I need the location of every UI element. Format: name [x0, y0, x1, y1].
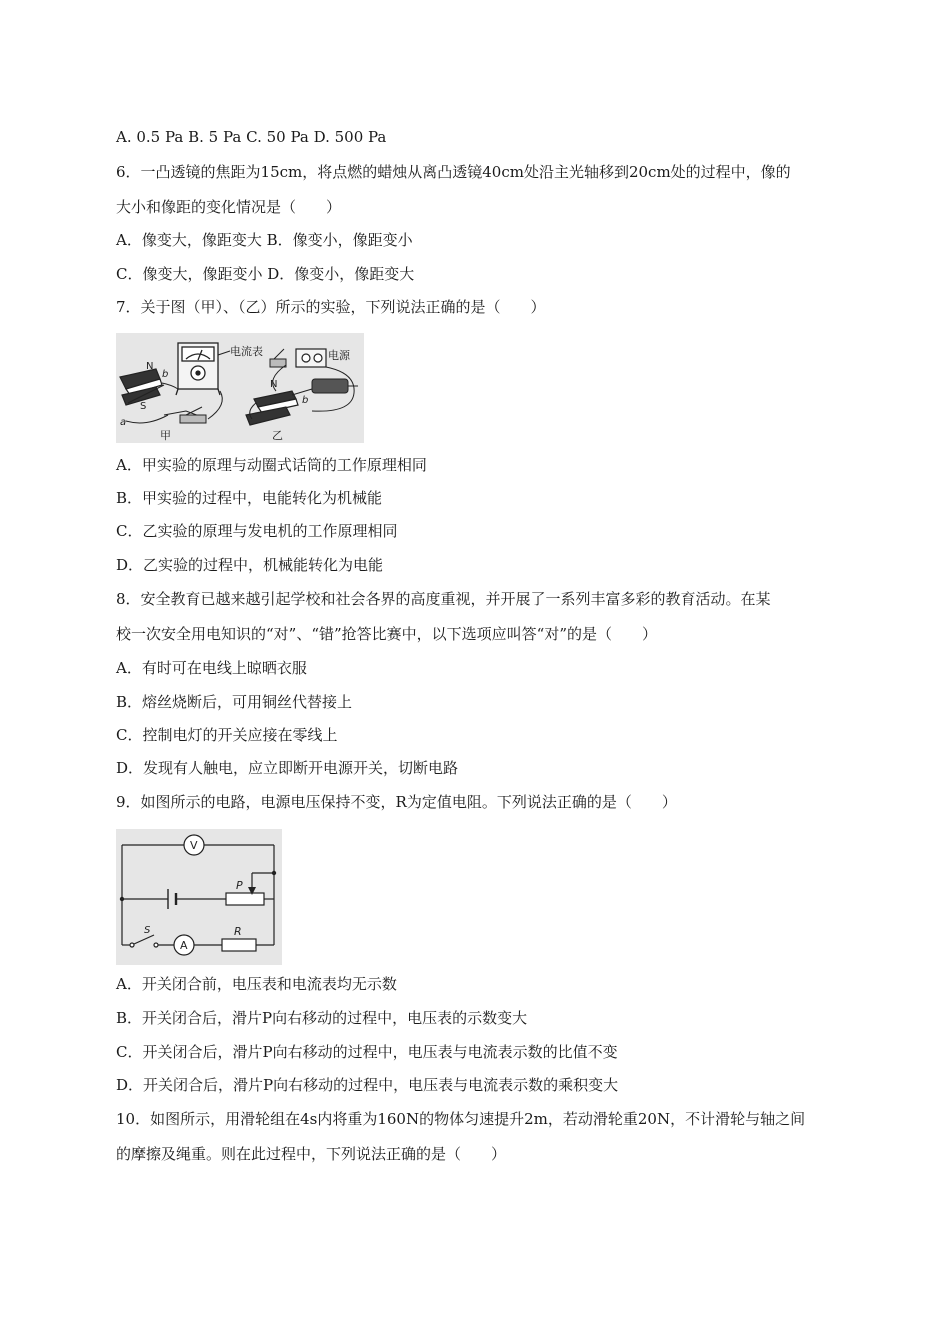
label-s: S [144, 925, 151, 936]
label-ammeter: 电流表 [230, 345, 263, 358]
label-source: 电源 [328, 349, 350, 362]
label-b1: b [162, 369, 169, 380]
label-n1: N [146, 361, 154, 372]
q7-option-b: B．甲实验的过程中，电能转化为机械能 [116, 489, 383, 507]
magnet2-icon [246, 391, 298, 425]
label-a1: a [120, 417, 127, 428]
q8-option-a: A．有时可在电线上晾晒衣服 [116, 659, 307, 677]
q10-stem-line1: 10．如图所示，用滑轮组在4s内将重为160N的物体匀速提升2m，若动滑轮重20N，不计滑轮与轴之间 [116, 1110, 806, 1128]
power-source-icon [296, 349, 326, 367]
q6-options-line1: A．像变大，像距变大 B．像变小，像距变小 [116, 231, 413, 249]
q5-options: A. 0.5 Pa B. 5 Pa C. 50 Pa D. 500 Pa [116, 128, 387, 146]
label-b2: b [302, 395, 309, 406]
q7-figure [116, 333, 364, 443]
q7-option-a: A．甲实验的原理与动圈式话筒的工作原理相同 [116, 456, 427, 474]
q7-option-d: D．乙实验的过程中，机械能转化为电能 [116, 556, 384, 574]
q9-option-c: C．开关闭合后，滑片P向右移动的过程中，电压表与电流表示数的比值不变 [116, 1043, 618, 1061]
q8-option-c: C．控制电灯的开关应接在零线上 [116, 726, 338, 744]
magnet-icon [120, 369, 162, 405]
label-n2: N [270, 379, 278, 390]
label-p: P [236, 879, 243, 892]
svg-text:A: A [180, 939, 188, 952]
q9-circuit-figure [116, 829, 282, 965]
rheostat-icon [226, 887, 264, 905]
label-s1: S [140, 401, 147, 412]
svg-text:V: V [190, 839, 198, 852]
q9-option-d: D．开关闭合后，滑片P向右移动的过程中，电压表与电流表示数的乘积变大 [116, 1076, 619, 1094]
switch2-icon [270, 349, 286, 367]
label-yi: 乙 [272, 429, 283, 442]
ammeter-icon [174, 935, 194, 955]
switch-icon [180, 407, 206, 423]
voltmeter-icon [184, 835, 204, 855]
label-jia: 甲 [160, 429, 171, 442]
q10-stem-line2: 的摩擦及绳重。则在此过程中，下列说法正确的是（ ） [116, 1145, 507, 1163]
q8-option-d: D．发现有人触电，应立即断开电源开关，切断电路 [116, 759, 459, 777]
generator-icon [312, 379, 358, 393]
switch-icon [130, 935, 158, 947]
q6-options-line2: C．像变大，像距变小 D．像变小，像距变大 [116, 265, 415, 283]
q8-stem-line1: 8．安全教育已越来越引起学校和社会各界的高度重视，并开展了一系列丰富多彩的教育活动。在某 [116, 590, 771, 608]
q8-stem-line2: 校一次安全用电知识的“对”、“错”抢答比赛中，以下选项应叫答“对”的是（ ） [116, 625, 658, 643]
resistor-icon [222, 939, 256, 951]
label-r: R [234, 925, 242, 938]
q9-option-b: B．开关闭合后，滑片P向右移动的过程中，电压表的示数变大 [116, 1009, 528, 1027]
ammeter-icon [176, 343, 220, 395]
q7-option-c: C．乙实验的原理与发电机的工作原理相同 [116, 522, 398, 540]
q9-option-a: A．开关闭合前，电压表和电流表均无示数 [116, 975, 397, 993]
q7-stem: 7．关于图（甲）、（乙）所示的实验，下列说法正确的是（ ） [116, 298, 546, 316]
q6-stem-line2: 大小和像距的变化情况是（ ） [116, 198, 342, 216]
battery-icon [168, 889, 176, 909]
q8-option-b: B．熔丝烧断后，可用铜丝代替接上 [116, 693, 353, 711]
q9-stem: 9．如图所示的电路，电源电压保持不变，R为定值电阻。下列说法正确的是（ ） [116, 793, 677, 811]
q6-stem-line1: 6．一凸透镜的焦距为15cm，将点燃的蜡烛从离凸透镜40cm处沿主光轴移到20cm处的过程中，像的 [116, 163, 791, 181]
